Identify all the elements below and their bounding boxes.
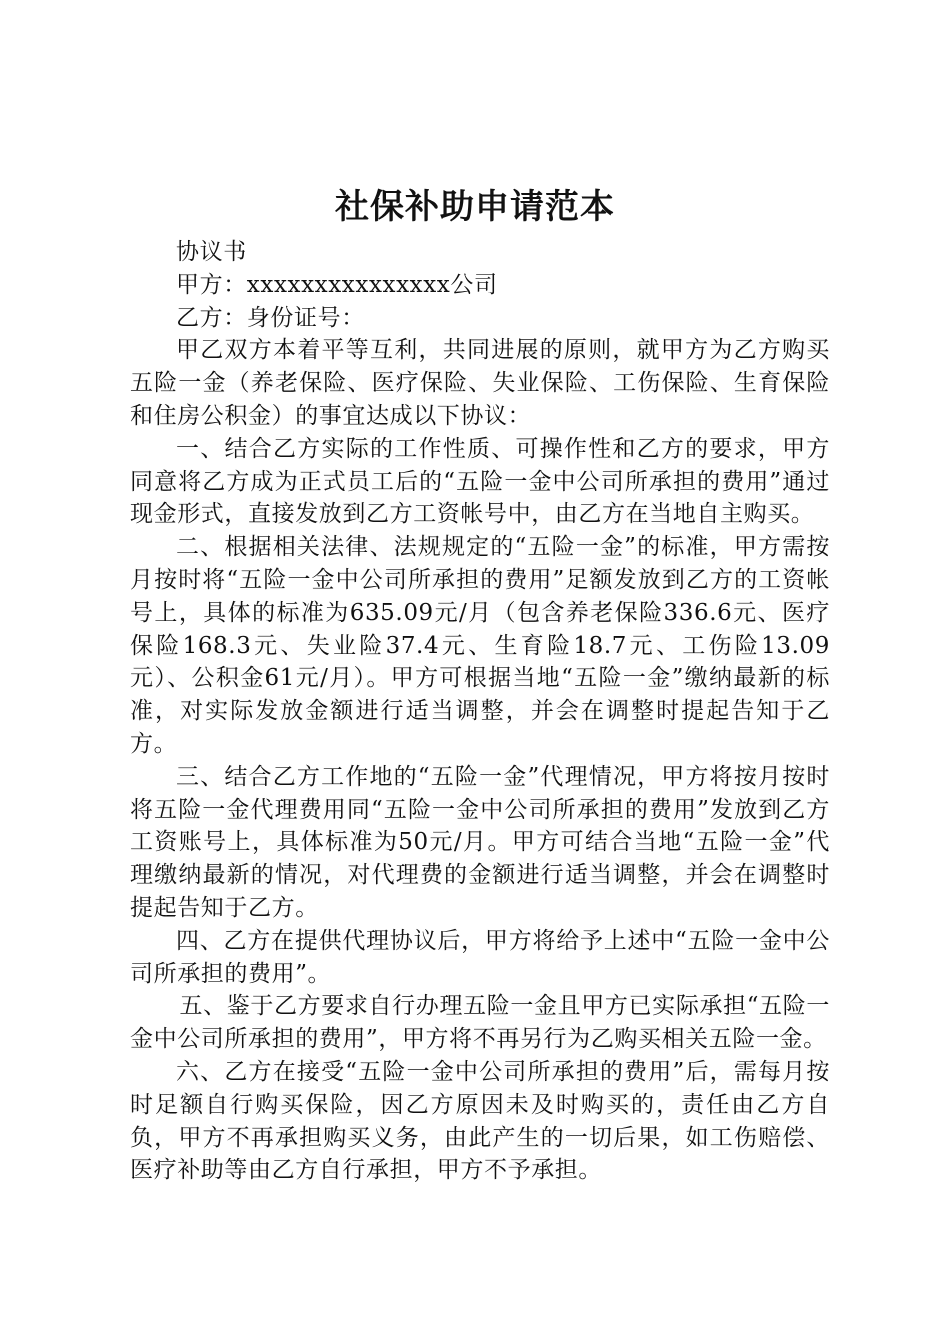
clause-2: 二、根据相关法律、法规规定的“五险一金”的标准，甲方需按月按时将“五险一金中公司所承担的费用”足额发放到乙方的工资帐号上，具体的标准为635.09元/月（包含养老保险336.6元、医疗保险168.3元、失业险37.4元、生育险18.7元、工伤险13.09元）、公积金61元/月）。甲方可根据当地“五险一金”缴纳最新的标准，对实际发放金额进行适当调整，并会在调整时提起告知于乙方。 <box>130 534 830 757</box>
document-title: 社保补助申请范本 <box>335 187 615 227</box>
clause-1: 一、结合乙方实际的工作性质、可操作性和乙方的要求，甲方同意将乙方成为正式员工后的“五险一金中公司所承担的费用”通过现金形式，直接发放到乙方工资帐号中，由乙方在当地自主购买。 <box>130 435 830 528</box>
party-b-line: 乙方：身份证号： <box>176 304 365 331</box>
agreement-heading: 协议书 <box>176 239 247 265</box>
party-a-line: 甲方：xxxxxxxxxxxxxxx公司 <box>176 271 498 298</box>
clause-3: 三、结合乙方工作地的“五险一金”代理情况，甲方将按月按时将五险一金代理费用同“五险一金中公司所承担的费用”发放到乙方工资账号上，具体标准为50元/月。甲方可结合当地“五险一金”代理缴纳最新的情况，对代理费的金额进行适当调整，并会在调整时提起告知于乙方。 <box>130 763 830 921</box>
preamble-paragraph: 甲乙双方本着平等互利，共同进展的原则，就甲方为乙方购买五险一金（养老保险、医疗保险、失业保险、工伤保险、生育保险和住房公积金）的事宜达成以下协议： <box>130 337 830 429</box>
document-body <box>130 236 830 1187</box>
clause-4: 四、乙方在提供代理协议后，甲方将给予上述中“五险一金中公司所承担的费用”。 <box>130 927 830 987</box>
clause-5: 五、鉴于乙方要求自行办理五险一金且甲方已实际承担“五险一金中公司所承担的费用”，甲方将不再另行为乙购买相关五险一金。 <box>130 993 830 1053</box>
clause-6: 六、乙方在接受“五险一金中公司所承担的费用”后，需每月按时足额自行购买保险，因乙方原因未及时购买的，责任由乙方自负，甲方不再承担购买义务，由此产生的一切后果，如工伤赔偿、医疗补助等由乙方自行承担，甲方不予承担。 <box>130 1058 830 1184</box>
